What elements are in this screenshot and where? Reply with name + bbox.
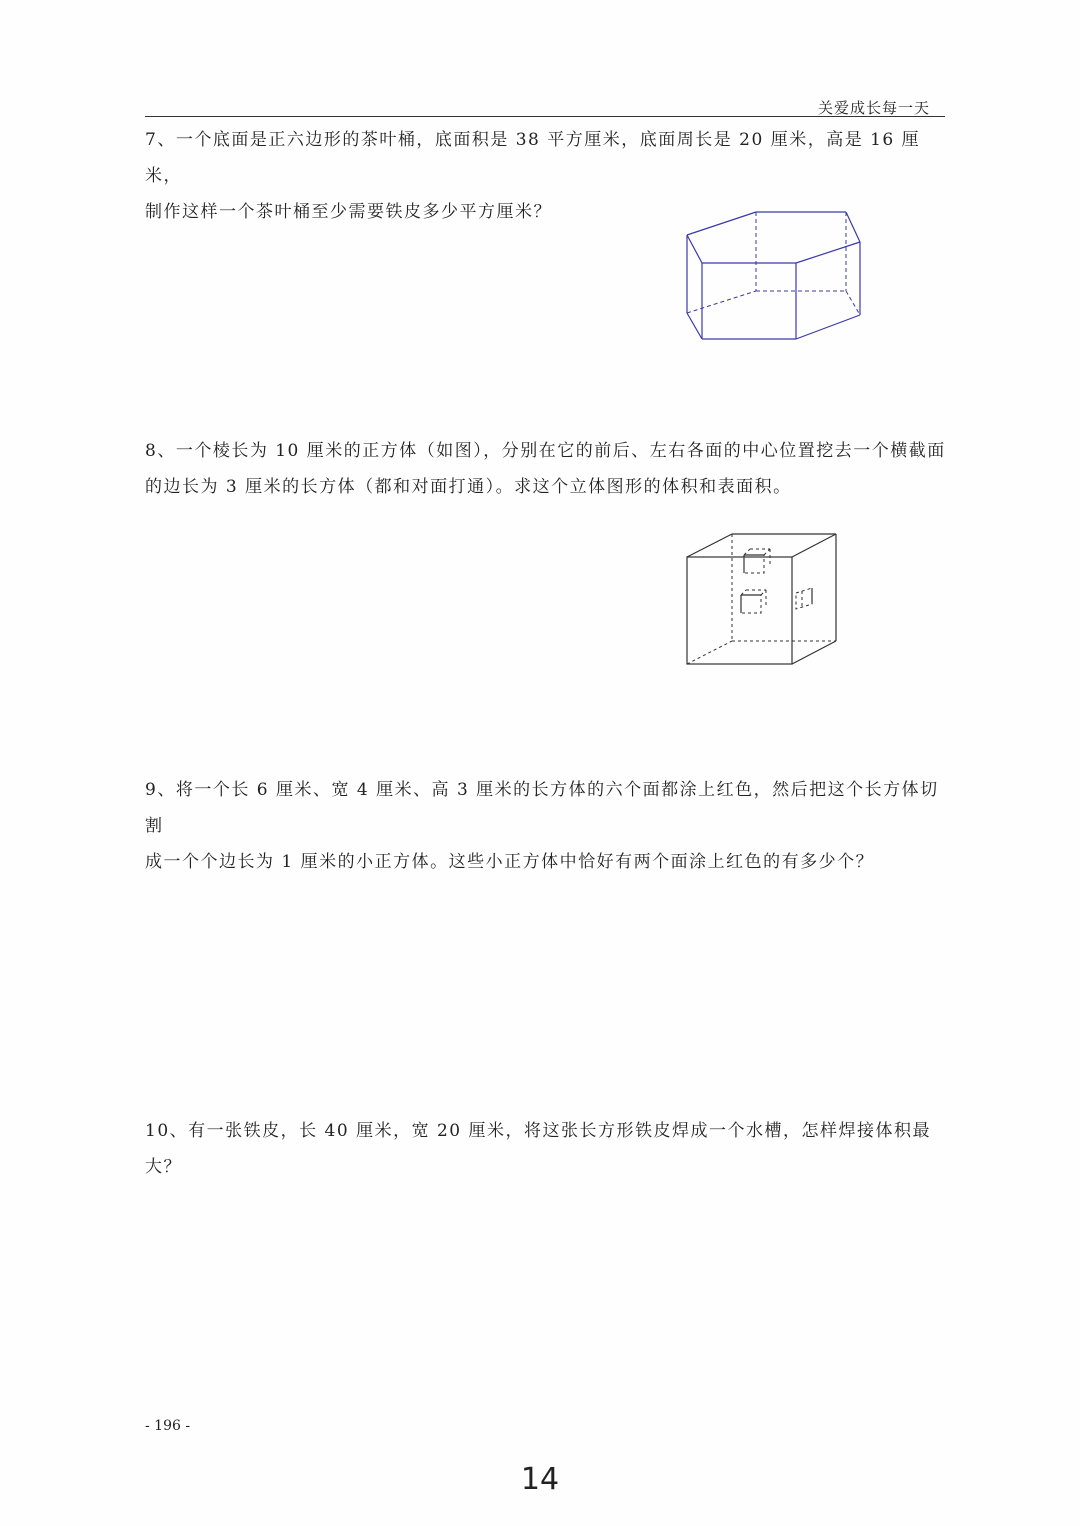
header-divider bbox=[145, 116, 945, 117]
cube-with-holes-figure bbox=[680, 528, 845, 673]
question-10 bbox=[145, 1113, 955, 1185]
question-8 bbox=[145, 433, 955, 505]
hexagonal-prism-figure bbox=[680, 205, 870, 350]
question-10-line-1: 10、有一张铁皮，长 40 厘米，宽 20 厘米，将这张长方形铁皮焊成一个水槽，怎样焊接体积最大？ bbox=[145, 1121, 932, 1177]
screen-page-indicator: 14 bbox=[520, 1462, 560, 1497]
question-9-line-2: 成一个个边长为 1 厘米的小正方体。这些小正方体中恰好有两个面涂上红色的有多少个？ bbox=[145, 852, 875, 872]
question-9-line-1: 9、将一个长 6 厘米、宽 4 厘米、高 3 厘米的长方体的六个面都涂上红色，然后把这个长方体切割 bbox=[145, 780, 939, 836]
question-7-line-1: 7、一个底面是正六边形的茶叶桶，底面积是 38 平方厘米，底面周长是 20 厘米，高是 16 厘米， bbox=[145, 130, 921, 186]
question-8-line-1: 8、一个棱长为 10 厘米的正方体（如图），分别在它的前后、左右各面的中心位置挖去一个横截面 bbox=[145, 441, 946, 461]
running-header: 关爱成长每一天 bbox=[817, 99, 930, 117]
page-number: - 196 - bbox=[145, 1418, 191, 1434]
question-9 bbox=[145, 772, 955, 880]
question-7-line-2: 制作这样一个茶叶桶至少需要铁皮多少平方厘米？ bbox=[145, 202, 552, 222]
question-8-line-2: 的边长为 3 厘米的长方体（都和对面打通）。求这个立体图形的体积和表面积。 bbox=[145, 477, 792, 497]
